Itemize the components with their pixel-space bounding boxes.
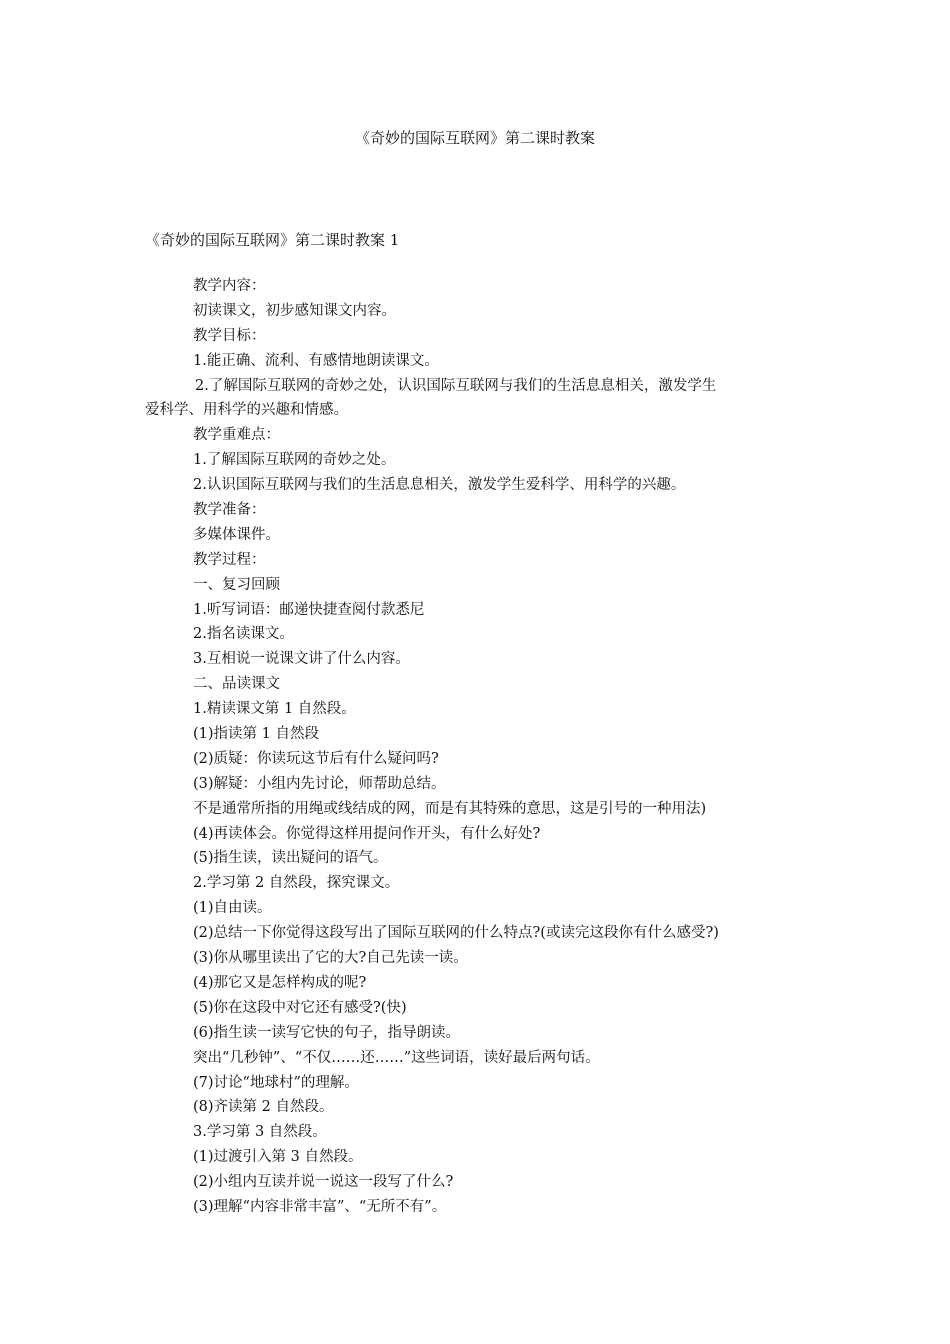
text-line: 不是通常所指的用绳或线结成的网，而是有其特殊的意思，这是引号的一种用法) [193, 800, 707, 817]
text-line: (5)指生读，读出疑问的语气。 [193, 850, 388, 867]
text-line: 教学过程： [193, 551, 266, 568]
text-line: (3)你从哪里读出了它的大?自己先读一读。 [193, 950, 468, 967]
text-line: 2.认识国际互联网与我们的生活息息相关，激发学生爱科学、用科学的兴趣。 [193, 477, 686, 494]
text-line: 突出“几秒钟”、“不仅……还……”这些词语，读好最后两句话。 [193, 1049, 600, 1066]
text-line: 一、复习回顾 [193, 576, 280, 593]
text-line: 1.精读课文第 1 自然段。 [193, 701, 356, 718]
text-line: (1)指读第 1 自然段 [193, 726, 319, 743]
text-line: 1.听写词语：邮递快捷查阅付款悉尼 [193, 601, 425, 618]
text-line: 教学准备： [193, 502, 266, 519]
text-line: 2.了解国际互联网的奇妙之处，认识国际互联网与我们的生活息息相关，激发学生 [195, 377, 717, 394]
text-line: 多媒体课件。 [193, 526, 280, 543]
text-line: 1.了解国际互联网的奇妙之处。 [193, 452, 396, 469]
text-line: 2.学习第 2 自然段，探究课文。 [193, 875, 400, 892]
text-line: 二、品读课文 [193, 676, 280, 693]
text-line: (2)小组内互读并说一说这一段写了什么? [193, 1174, 454, 1191]
text-line: (3)解疑：小组内先讨论，师帮助总结。 [193, 775, 446, 792]
text-line: 教学重难点： [193, 427, 280, 444]
text-line: (4)再读体会。你觉得这样用提问作开头，有什么好处? [193, 825, 541, 842]
text-line: 初读课文，初步感知课文内容。 [193, 302, 396, 319]
text-line: 爱科学、用科学的兴趣和情感。 [145, 402, 348, 419]
text-line: (1)过渡引入第 3 自然段。 [193, 1149, 363, 1166]
text-line: (3)理解“内容非常丰富”、“无所不有”。 [193, 1198, 447, 1215]
document-title: 《奇妙的国际互联网》第二课时教案 [354, 129, 595, 147]
text-line: 3.学习第 3 自然段。 [193, 1124, 327, 1141]
text-line: 教学目标： [193, 327, 266, 344]
text-line: 1.能正确、流利、有感情地朗读课文。 [193, 352, 439, 369]
text-line: (2)总结一下你觉得这段写出了国际互联网的什么特点?(或读完这段你有什么感受?) [193, 925, 719, 942]
text-line: (6)指生读一读写它快的句子，指导朗读。 [193, 1024, 461, 1041]
text-line: (1)自由读。 [193, 900, 272, 917]
text-line: 2.指名读课文。 [193, 626, 294, 643]
text-line: (4)那它又是怎样构成的呢? [193, 974, 367, 991]
section-title: 《奇妙的国际互联网》第二课时教案 1 [145, 231, 400, 249]
text-line: (7)讨论“地球村”的理解。 [193, 1074, 359, 1091]
text-line: (2)质疑：你读玩这节后有什么疑问吗? [193, 750, 439, 767]
text-line: 教学内容： [193, 278, 266, 294]
text-line: 3.互相说一说课文讲了什么内容。 [193, 651, 410, 668]
document-body [145, 274, 815, 1220]
text-line: (8)齐读第 2 自然段。 [193, 1099, 334, 1116]
text-line: (5)你在这段中对它还有感受?(快) [193, 999, 407, 1016]
